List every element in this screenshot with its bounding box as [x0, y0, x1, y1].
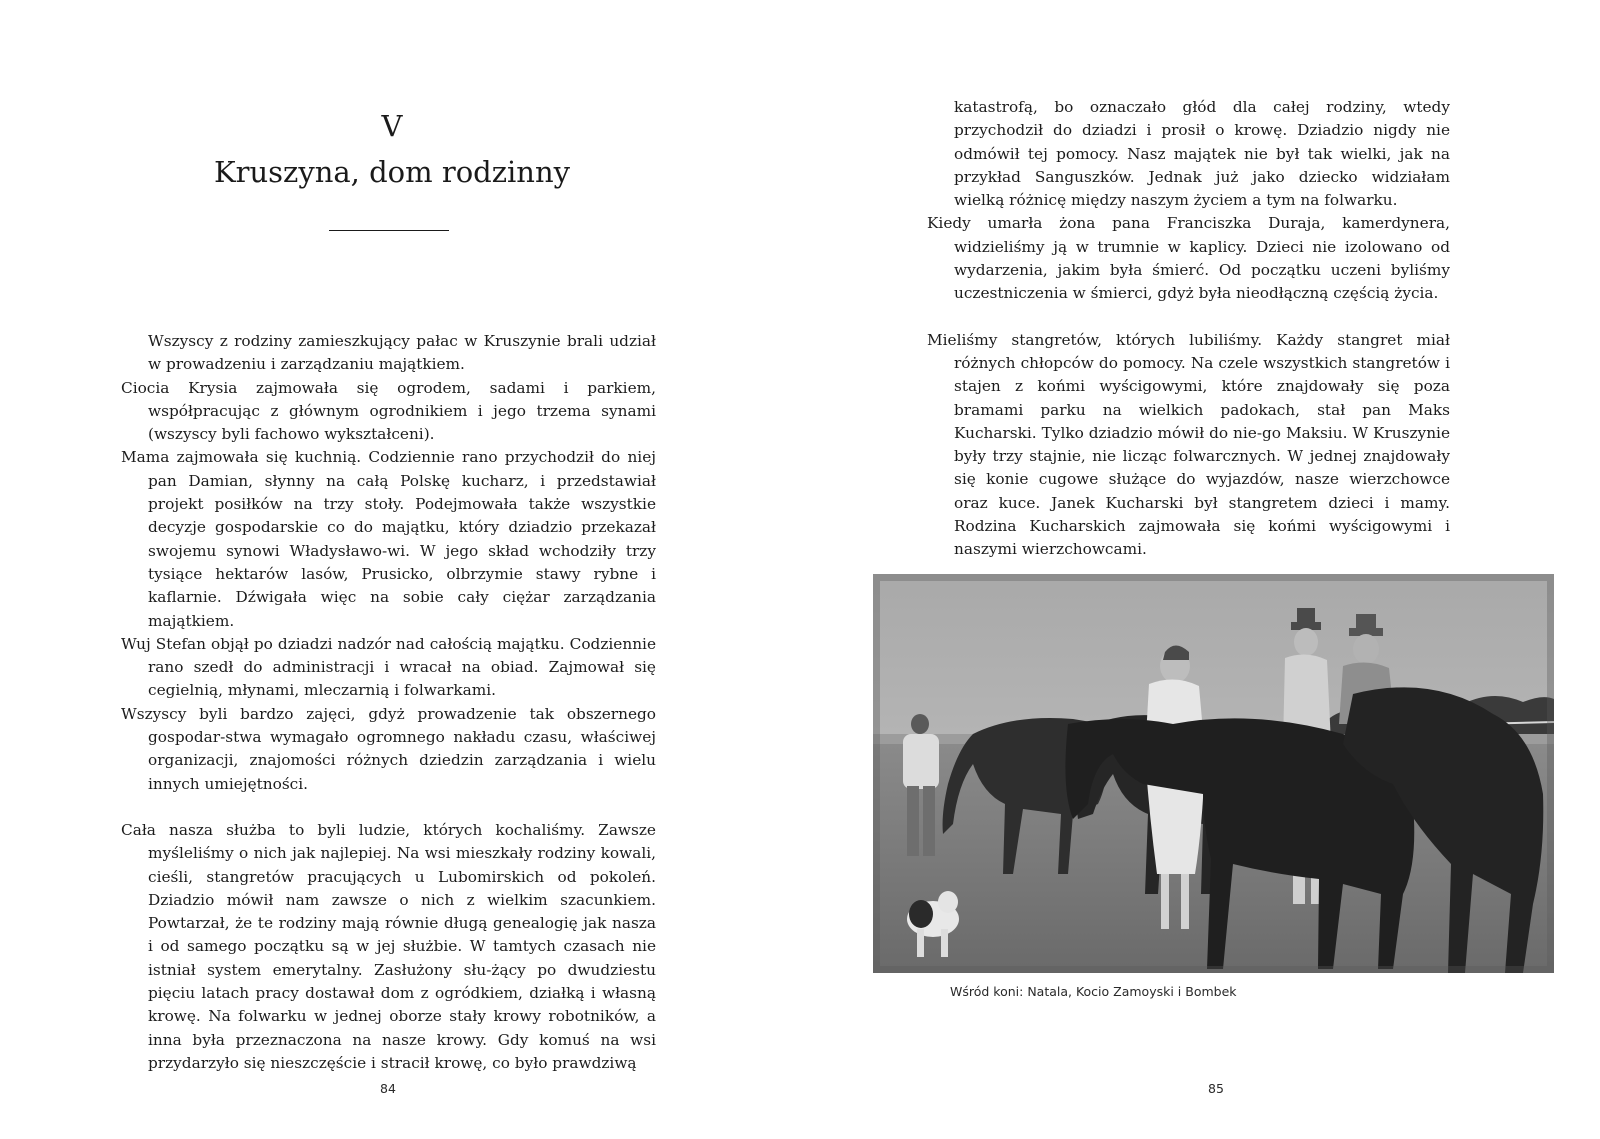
right-page: [800, 0, 1600, 1139]
horses-photo: [873, 574, 1554, 973]
paragraph: Wszyscy byli bardzo zajęci, gdyż prowadzenie tak obszernego gospodar-stwa wymagało ogromnego nakładu czasu, właściwej organizacji, znajomości różnych dziedzin zarządzania i wielu innych umiejętności.: [121, 704, 656, 793]
paragraph: Wuj Stefan objął po dziadzi nadzór nad całością majątku. Codziennie rano szedł do administracji i wracał na obiad. Zajmował się cegielnią, młynami, mleczarnią i folwarkami.: [121, 634, 656, 700]
photo-caption: Wśród koni: Natala, Kocio Zamoyski i Bombek: [950, 984, 1237, 999]
paragraph: Kiedy umarła żona pana Franciszka Duraja, kamerdynera, widzieliśmy ją w trumnie w kaplicy. Dzieci nie izolowano od wydarzenia, jakim była śmierć. Od początku uczeni byliśmy uczestniczenia w śmierci, gdyż była nieodłączną częścią życia.: [927, 214, 1450, 303]
page-number-right: 85: [1208, 1081, 1224, 1096]
paragraph: katastrofą, bo oznaczało głód dla całej rodziny, wtedy przychodził do dziadzi i prosił o krowę. Dziadzio nigdy nie odmówił tej pomocy. Nasz majątek nie był tak wielki, jak na przykład Sanguszków. Jednak już jako dziecko widziałam wielką różnicę między naszym życiem a tym na folwarku.: [954, 98, 1450, 210]
title-divider: [329, 230, 449, 231]
page-number-left: 84: [380, 1081, 396, 1096]
left-body-text: [121, 330, 656, 1075]
paragraph: Cała nasza służba to byli ludzie, których kochaliśmy. Zawsze myśleliśmy o nich jak najlepiej. Na wsi mieszkały rodziny kowali, cieśli, stangretów pracujących u Lubomirskich od pokoleń. Dziadzio mówił nam zawsze o nich z wielkim szacunkiem. Powtarzał, że te rodziny mają równie długą genealogię jak nasza i od samego początku są w jej służbie. W tamtych czasach nie istniał system emerytalny. Zasłużony słu-żący po dwudziestu pięciu latach pracy dostawał dom z ogródkiem, działką i własną krowę. Na folwarku w jednej oborze stały krowy robotników, a inna była przeznaczona na nasze krowy. Gdy komuś na wsi przydarzyło się nieszczęście i stracił krowę, co było prawdziwą: [121, 820, 656, 1072]
paragraph: Mama zajmowała się kuchnią. Codziennie rano przychodził do niej pan Damian, słynny na całą Polskę kucharz, i przedstawiał projekt posiłków na trzy stoły. Podejmowała także wszystkie decyzje gospodarskie co do majątku, który dziadzio przekazał swojemu synowi Władysławo-wi. W jego skład wchodziły trzy tysiące hektarów lasów, Prusicko, olbrzymie stawy rybne i kaflarnie. Dźwigała więc na sobie cały ciężar zarządzania majątkiem.: [121, 448, 656, 630]
paragraph: Wszyscy z rodziny zamieszkujący pałac w Kruszynie brali udział w prowadzeniu i zarządzaniu majątkiem.: [148, 332, 656, 374]
right-body-text: [927, 96, 1450, 562]
chapter-title: Kruszyna, dom rodzinny: [213, 155, 571, 189]
paragraph: Mieliśmy stangretów, których lubiliśmy. Każdy stangret miał różnych chłopców do pomocy. Na czele wszystkich stangretów i stajen z końmi wyścigowymi, które znajdowały się poza bramami parku na wielkich padokach, stał pan Maks Kucharski. Tylko dziadzio mówił do nie-go Maksiu. W Kruszynie były trzy stajnie, nie licząc folwarcznych. W jednej znajdowały się konie cugowe służące do wyjazdów, nasze wierzchowce oraz kuce. Janek Kucharski był stangretem dzieci i mamy. Rodzina Kucharskich zajmowała się końmi wyścigowymi i naszymi wierzchowcami.: [927, 330, 1450, 559]
paragraph: Ciocia Krysia zajmowała się ogrodem, sadami i parkiem, współpracując z głównym ogrodnikiem i jego trzema synami (wszyscy byli fachowo wykształceni).: [121, 378, 656, 444]
chapter-number: V: [381, 109, 403, 143]
